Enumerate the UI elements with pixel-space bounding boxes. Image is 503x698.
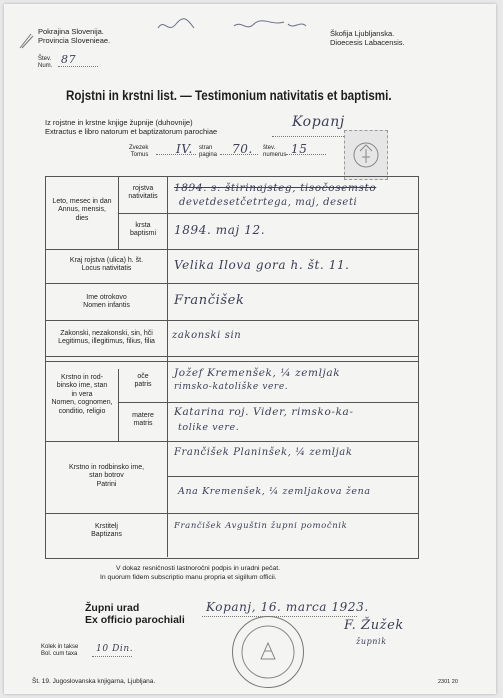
confirmation-latin: In quorum fidem subscriptio manu propria et sigillum officii. <box>100 574 277 581</box>
page-label-slovene: stran <box>199 145 213 151</box>
revenue-stamp <box>344 130 388 180</box>
father-value-line1: Jožef Kremenšek, ¼ zemljak <box>174 367 341 379</box>
pencil-mark-icon <box>18 32 34 50</box>
entry-number-label-latin: numerus <box>263 152 287 158</box>
child-name-label: Ime otrokovo Nomen infantis <box>83 294 130 310</box>
fee-value: 10 Din. <box>96 644 134 654</box>
birthplace-label: Kraj rojstva (ulica) h. št. Locus nativitatis <box>69 257 144 273</box>
godfather-value: Frančišek Planinšek, ¼ zemljak <box>174 447 353 458</box>
diocese-slovene: Škofija Ljubljanska. <box>330 29 395 38</box>
confirmation-slovene: V dokaz resničnosti lastnoročni podpis in uradni pečat. <box>116 565 280 572</box>
mother-value-line2: tolike vere. <box>178 422 240 433</box>
signature-role: župnik <box>356 637 387 646</box>
birth-label: rojstva nativitatis <box>128 185 158 201</box>
fee-label <box>41 644 78 658</box>
entry-number-label-slovene: štev. <box>263 145 276 151</box>
signature-value: F. Žužek <box>344 618 404 633</box>
godmother-value: Ana Kremenšek, ¼ zemljakova žena <box>178 486 371 497</box>
baptizer-value: Frančišek Avguštin župni pomočnik <box>174 521 348 531</box>
fee-label-latin: Bol. cum taxa <box>41 651 78 657</box>
parish-value: Kopanj <box>292 114 345 130</box>
certificate-paper <box>4 4 496 694</box>
entry-number-label <box>263 145 286 159</box>
mother-value-line1: Katarina roj. Vider, rimsko-ka- <box>174 406 354 418</box>
printer-note: Št. 19. Jugoslovanska knjigarna, Ljubljana. <box>32 678 156 685</box>
fee-label-slovene: Kolek in takse <box>41 644 79 650</box>
baptizer-label: Krstitelj Baptizans <box>91 523 122 539</box>
handwritten-scribble-icon <box>154 14 314 38</box>
diocese-latin: Dioecesis Labacensis. <box>330 38 405 47</box>
number-value: 87 <box>61 53 77 66</box>
father-label: oče patris <box>134 373 152 389</box>
number-label-latin: Num. <box>38 63 53 69</box>
volume-label-latin: Tomus <box>130 152 149 158</box>
extract-line-slovene: Iz rojstne in krstne knjige župnije (duhovnije) <box>45 118 193 127</box>
parents-label: Krstno in rod- binsko ime, stan in vera Nomen, cognomen, conditio, religio <box>51 374 113 415</box>
parish-office-latin: Ex officio parochiali <box>85 614 185 626</box>
father-value-line2: rimsko-katoliške vere. <box>174 382 289 392</box>
form-code: 2301 20 <box>438 679 458 685</box>
entry-number-value: 15 <box>291 142 308 156</box>
birth-date-value-line2: devetdesetčetrtega, maj, deseti <box>179 197 358 208</box>
province-latin: Provincia Slovenieae. <box>38 36 111 45</box>
page-value: 70. <box>232 142 253 156</box>
parish-seal-icon <box>232 616 304 688</box>
godparents-label: Krstno in rodbinsko ime, stan botrov Patrini <box>68 464 145 488</box>
province-heading <box>38 27 110 45</box>
baptism-date-value: 1894. maj 12. <box>174 223 266 237</box>
legitimacy-label: Zakonski, nezakonski, sin, hči Legitimus, illegitimus, filius, filia <box>58 330 155 346</box>
page-label <box>199 145 217 159</box>
volume-value: IV. <box>176 142 193 156</box>
document-title: Rojstni in krstni list. — Testimonium nativitatis et baptismi. <box>66 88 392 103</box>
volume-label <box>129 145 148 159</box>
number-label <box>38 56 52 70</box>
child-name-value: Frančišek <box>174 293 245 308</box>
birth-date-value <box>174 182 376 194</box>
province-slovene: Pokrajina Slovenija. <box>38 27 104 36</box>
legitimacy-value: zakonski sin <box>172 330 242 341</box>
page-label-latin: pagina <box>199 152 218 158</box>
mother-label: matere matris <box>132 412 154 428</box>
volume-label-slovene: Zvezek <box>129 145 149 151</box>
birthplace-value: Velika Ilova gora h. št. 11. <box>174 258 350 272</box>
diocese-heading <box>330 29 405 47</box>
parish-office-slovene: Župni urad <box>85 602 140 614</box>
place-date-value: Kopanj, 16. marca 1923. <box>206 600 369 614</box>
date-label: Leto, mesec in dan Annus, mensis, dies <box>52 198 112 222</box>
birth-date-value-line1: 1894. s. štirinajsteg, tisočosemsto <box>174 182 377 194</box>
extract-line-latin: Extractus e libro natorum et baptizatorum parochiae <box>45 127 218 136</box>
baptism-label: krsta baptismi <box>129 222 157 238</box>
number-label-slovene: Štev. <box>38 56 52 62</box>
